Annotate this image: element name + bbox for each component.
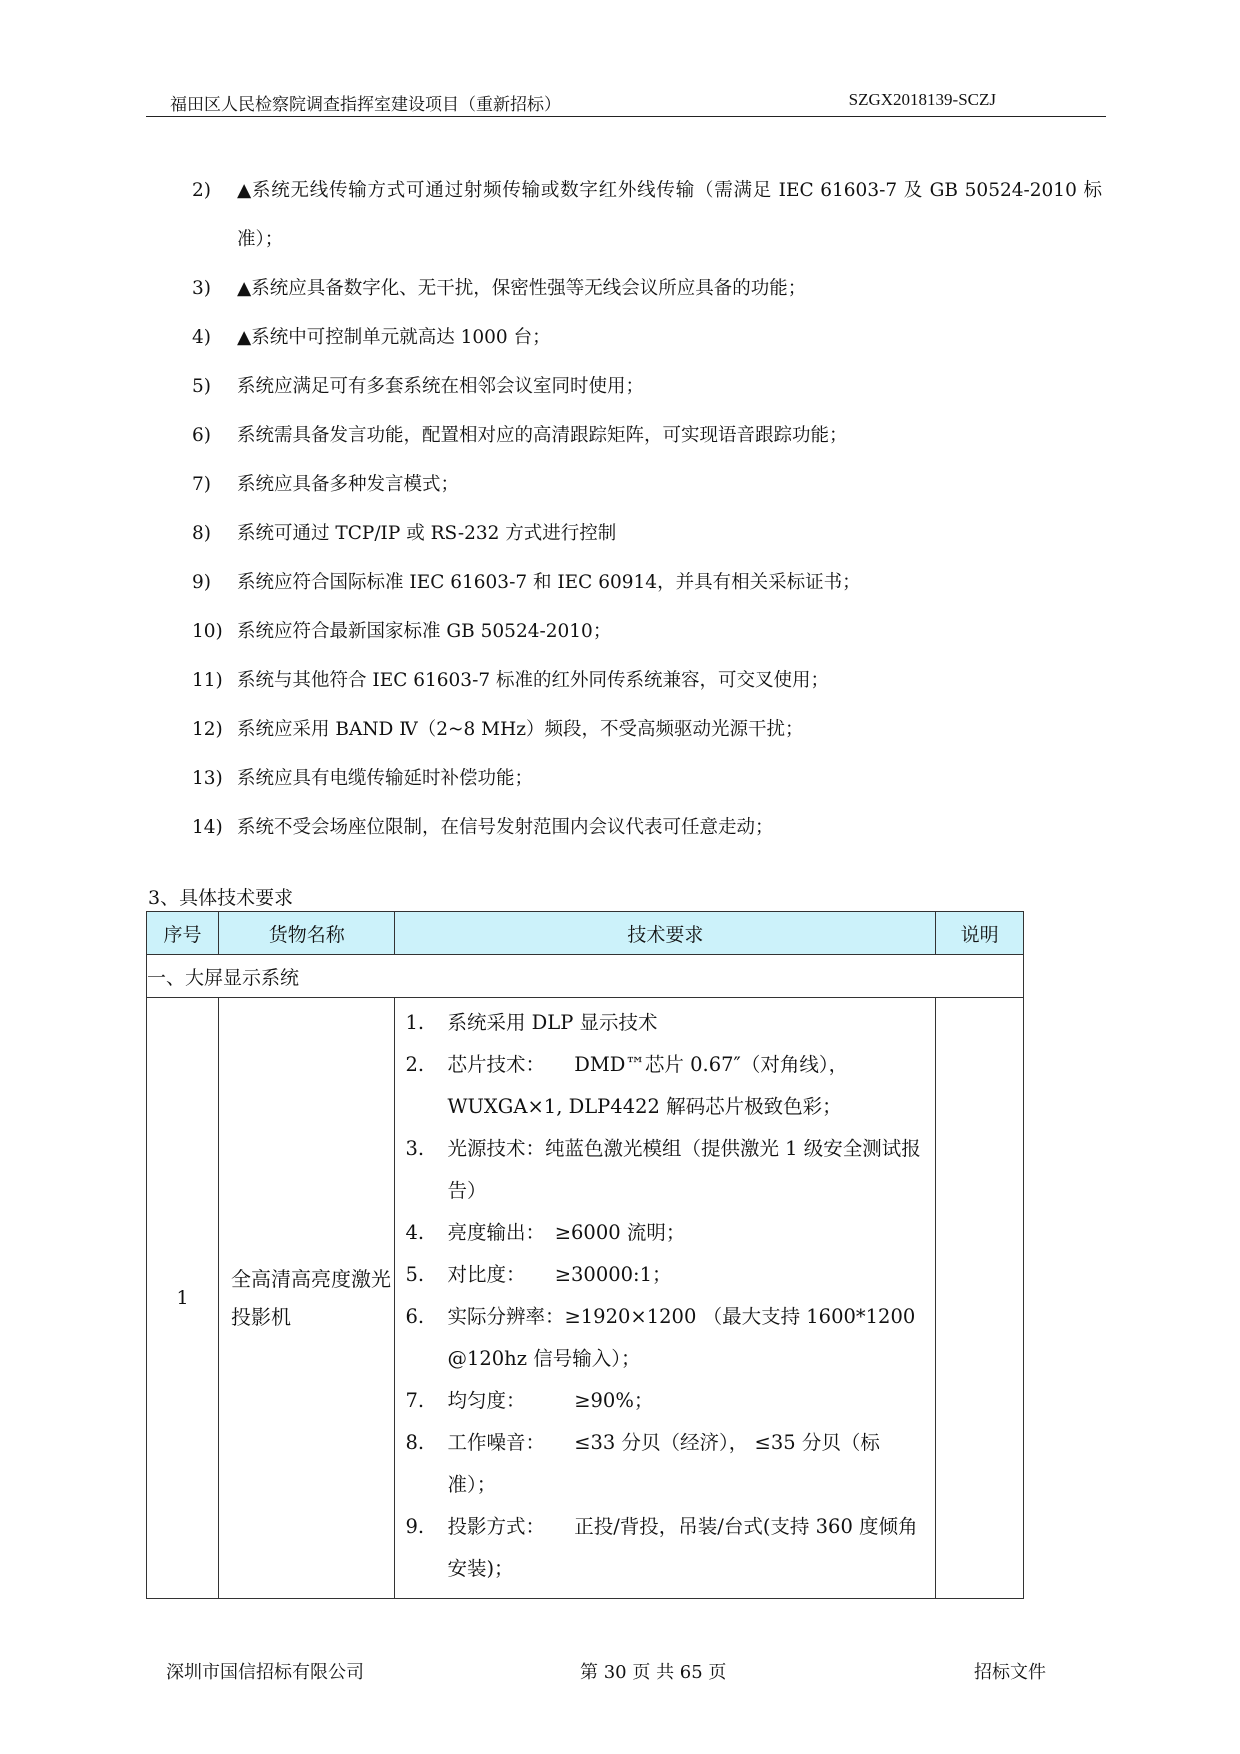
row-goods-name: 全高清高亮度激光投影机 — [219, 998, 395, 1599]
requirement-text: 投影方式： 正投/背投，吊装/台式(支持 360 度倾角安装)； — [447, 1515, 918, 1580]
requirement-number: 5. — [405, 1263, 425, 1286]
category-label: 一、大屏显示系统 — [147, 955, 1024, 998]
list-item — [192, 411, 1102, 460]
item-number: 7) — [192, 474, 211, 495]
item-text: 系统需具备发言功能，配置相对应的高清跟踪矩阵，可实现语音跟踪功能； — [237, 425, 848, 446]
table-header-row — [147, 912, 1024, 955]
list-item — [192, 558, 1102, 607]
requirement-number: 2. — [405, 1053, 425, 1076]
requirement-number: 9. — [405, 1515, 425, 1538]
item-text: 系统可通过 TCP/IP 或 RS-232 方式进行控制 — [237, 523, 617, 544]
requirement-text: 实际分辨率：≥1920×1200 （最大支持 1600*1200 @120hz 信号输入）； — [447, 1305, 916, 1370]
item-number: 8) — [192, 523, 211, 544]
item-text: 系统与其他符合 IEC 61603-7 标准的红外同传系统兼容，可交叉使用； — [237, 670, 829, 691]
requirement-number: 3. — [405, 1137, 425, 1160]
requirement-number: 6. — [405, 1305, 425, 1328]
requirement-item — [405, 1128, 921, 1212]
item-text: 系统应符合最新国家标准 GB 50524-2010； — [237, 621, 612, 642]
item-number: 4) — [192, 327, 211, 348]
list-item — [192, 362, 1102, 411]
requirement-text: 对比度： ≥30000:1； — [447, 1263, 672, 1286]
list-item — [192, 705, 1102, 754]
requirement-number: 7. — [405, 1389, 425, 1412]
requirement-item — [405, 1422, 921, 1506]
requirement-text: 亮度输出： ≥6000 流明； — [447, 1221, 686, 1244]
list-item — [192, 313, 1102, 362]
item-number: 12) — [192, 719, 223, 740]
item-number: 11) — [192, 670, 223, 691]
item-number: 5) — [192, 376, 211, 397]
item-text: 系统应符合国际标准 IEC 61603-7 和 IEC 60914，并具有相关采标证书； — [237, 572, 861, 593]
requirement-item — [405, 1380, 921, 1422]
requirement-item — [405, 1506, 921, 1590]
item-text: 系统应采用 BAND Ⅳ（2~8 MHz）频段，不受高频驱动光源干扰； — [237, 719, 804, 740]
row-seq: 1 — [147, 998, 219, 1599]
item-text: 系统应具有电缆传输延时补偿功能； — [237, 768, 534, 789]
item-text: 系统应满足可有多套系统在相邻会议室同时使用； — [237, 376, 645, 397]
requirement-text: 光源技术：纯蓝色激光模组（提供激光 1 级安全测试报告） — [447, 1137, 921, 1202]
category-row — [147, 955, 1024, 998]
requirement-item — [405, 1002, 921, 1044]
spec-table — [146, 911, 1024, 1599]
requirement-text: 芯片技术： DMD™芯片 0.67″（对角线），WUXGA×1, DLP4422 解码芯片极致色彩； — [447, 1053, 849, 1118]
requirement-number: 4. — [405, 1221, 425, 1244]
list-item — [192, 656, 1102, 705]
header-tech: 技术要求 — [395, 912, 936, 955]
item-text: ▲系统无线传输方式可通过射频传输或数字红外线传输（需满足 IEC 61603-7 及 GB 50524-2010 标准）； — [237, 180, 1102, 250]
requirement-item — [405, 1212, 921, 1254]
requirement-text: 均匀度： ≥90%； — [447, 1389, 654, 1412]
list-item — [192, 754, 1102, 803]
project-code: SZGX2018139-SCZJ — [848, 90, 996, 109]
list-item — [192, 460, 1102, 509]
header-seq: 序号 — [147, 912, 219, 955]
item-number: 3) — [192, 278, 211, 299]
item-text: 系统不受会场座位限制，在信号发射范围内会议代表可任意走动； — [237, 817, 774, 838]
project-title: 福田区人民检察院调查指挥室建设项目（重新招标） — [170, 95, 561, 115]
row-note — [936, 998, 1024, 1599]
item-text: ▲系统中可控制单元就高达 1000 台； — [237, 327, 551, 348]
requirement-text: 工作噪音： ≤33 分贝（经济）， ≤35 分贝（标准）； — [447, 1431, 880, 1496]
section-title: 3、具体技术要求 — [148, 887, 294, 909]
requirement-item — [405, 1254, 921, 1296]
list-item — [192, 509, 1102, 558]
footer-doc-type: 招标文件 — [974, 1662, 1046, 1683]
list-item — [192, 607, 1102, 656]
item-number: 2) — [192, 180, 211, 201]
item-number: 13) — [192, 768, 223, 789]
requirement-number: 1. — [405, 1011, 425, 1034]
requirement-number: 8. — [405, 1431, 425, 1454]
footer-company: 深圳市国信招标有限公司 — [166, 1662, 364, 1683]
page-header — [146, 88, 1106, 117]
header-name: 货物名称 — [219, 912, 395, 955]
requirement-item — [405, 1044, 921, 1128]
requirement-item — [405, 1296, 921, 1380]
list-item — [192, 166, 1102, 264]
item-number: 14) — [192, 817, 223, 838]
item-number: 9) — [192, 572, 211, 593]
footer-page-number: 第 30 页 共 65 页 — [580, 1662, 727, 1683]
item-number: 10) — [192, 621, 223, 642]
table-row — [147, 998, 1024, 1599]
requirements-list — [192, 166, 1102, 852]
list-item — [192, 264, 1102, 313]
item-text: 系统应具备多种发言模式； — [237, 474, 460, 495]
item-number: 6) — [192, 425, 211, 446]
item-text: ▲系统应具备数字化、无干扰，保密性强等无线会议所应具备的功能； — [237, 278, 807, 299]
list-item — [192, 803, 1102, 852]
row-requirements — [395, 998, 936, 1599]
header-note: 说明 — [936, 912, 1024, 955]
requirement-text: 系统采用 DLP 显示技术 — [447, 1011, 658, 1034]
